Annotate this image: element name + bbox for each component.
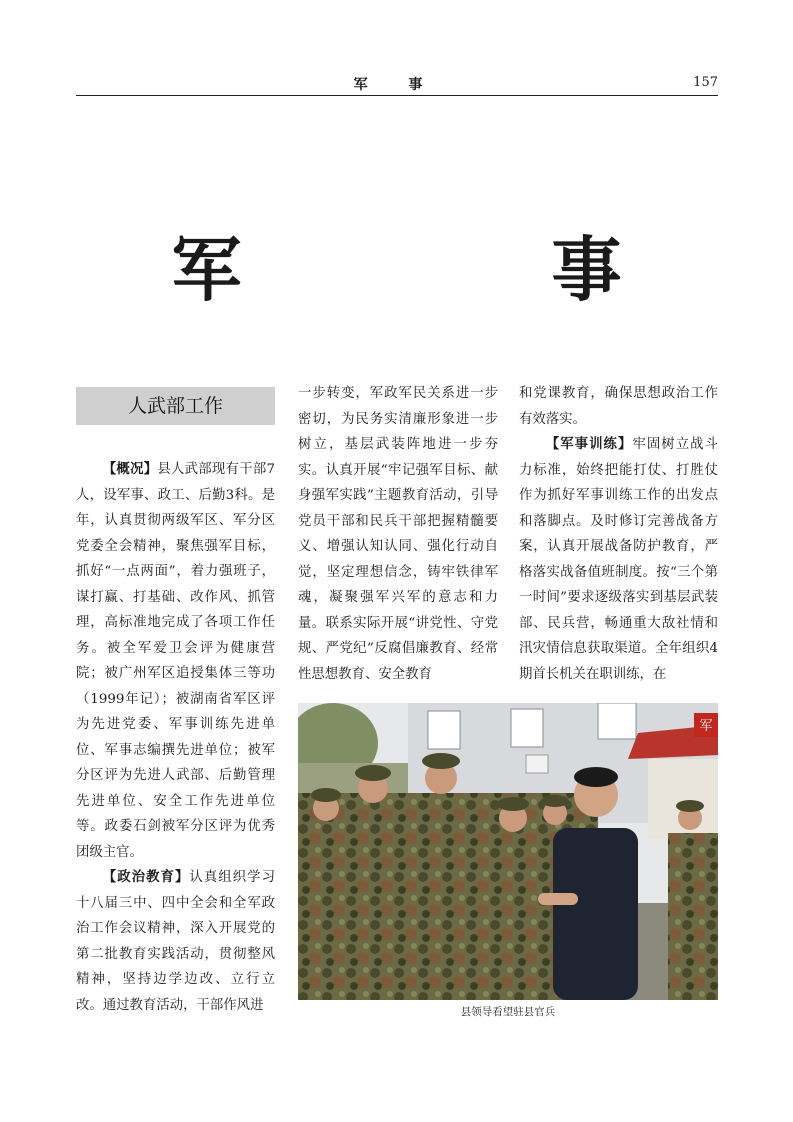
chapter-title: 军 事	[171, 228, 742, 311]
photo-caption: 县领导看望驻县官兵	[460, 1006, 556, 1018]
red-sign-text: 军	[699, 719, 713, 734]
news-photo	[298, 703, 718, 1000]
political-education-body: 认真组织学习十八届三中、四中全会和全军政治工作会议精神，深入开展党的第二批教育实践活动，贯彻整风精神，坚持边学边改、立行立改。通过教育活动，干部作风进	[76, 870, 275, 1013]
text-column-2	[298, 381, 498, 687]
paragraph-military-training	[519, 432, 718, 687]
paragraph-continued: 一步转变，军政军民关系进一步密切，为民务实清廉形象进一步树立，基层武装阵地进一步夯实。认真开展“牢记强军目标、献身强军实践”主题教育活动，引导党员干部和民兵干部把握精髓要义、增强认知认同、强化行动自觉，坚定理想信念，铸牢铁律军魂，凝聚强军兴军的意志和力量。联系实际开展“讲党性、守党规、严党纪”反腐倡廉教育、经常性思想教育、安全教育	[298, 386, 498, 682]
header-rule	[76, 95, 718, 96]
section-heading: 人武部工作	[76, 387, 275, 425]
paragraph-overview	[76, 457, 275, 865]
overview-body: 县人武部现有干部7人，设军事、政工、后勤3科。是年，认真贯彻两级军区、军分区党委全会精神，聚焦强军目标，抓好“一点两面”，着力强班子，谋打赢、打基础、改作风、抓管理，高标准地完成了各项工作任务。被全军爱卫会评为健康营院；被广州军区追授集体三等功（1999年记）；被湖南省军区评为先进党委、军事训练先进单位、军事志编撰先进单位；被军分区评为先进人武部、后勤管理先进单位、安全工作先进单位等。政委石剑被军分区评为优秀团级主官。	[76, 462, 275, 860]
political-education-lead: 【政治教育】	[102, 870, 190, 885]
page-number: 157	[693, 75, 718, 90]
paragraph-political-education	[76, 865, 275, 1018]
photo-illustration	[298, 703, 718, 1000]
text-column-3	[519, 381, 718, 687]
military-training-body: 牢固树立战斗力标准，始终把能打仗、打胜仗作为抓好军事训练工作的出发点和落脚点。及时修订完善战备方案，认真开展战备防护教育，严格落实战备值班制度。按“三个第一时间”要求逐级落实到基层武装部、民兵营，畅通重大敌社情和汛灾情信息获取渠道。全年组织4期首长机关在职训练，在	[519, 437, 718, 682]
running-header	[76, 72, 718, 94]
paragraph-continued-2: 和党课教育，确保思想政治工作有效落实。	[519, 386, 718, 427]
text-column-1	[76, 457, 275, 1018]
running-title: 军 事	[353, 77, 441, 93]
overview-lead: 【概况】	[102, 462, 158, 477]
military-training-lead: 【军事训练】	[545, 437, 633, 452]
